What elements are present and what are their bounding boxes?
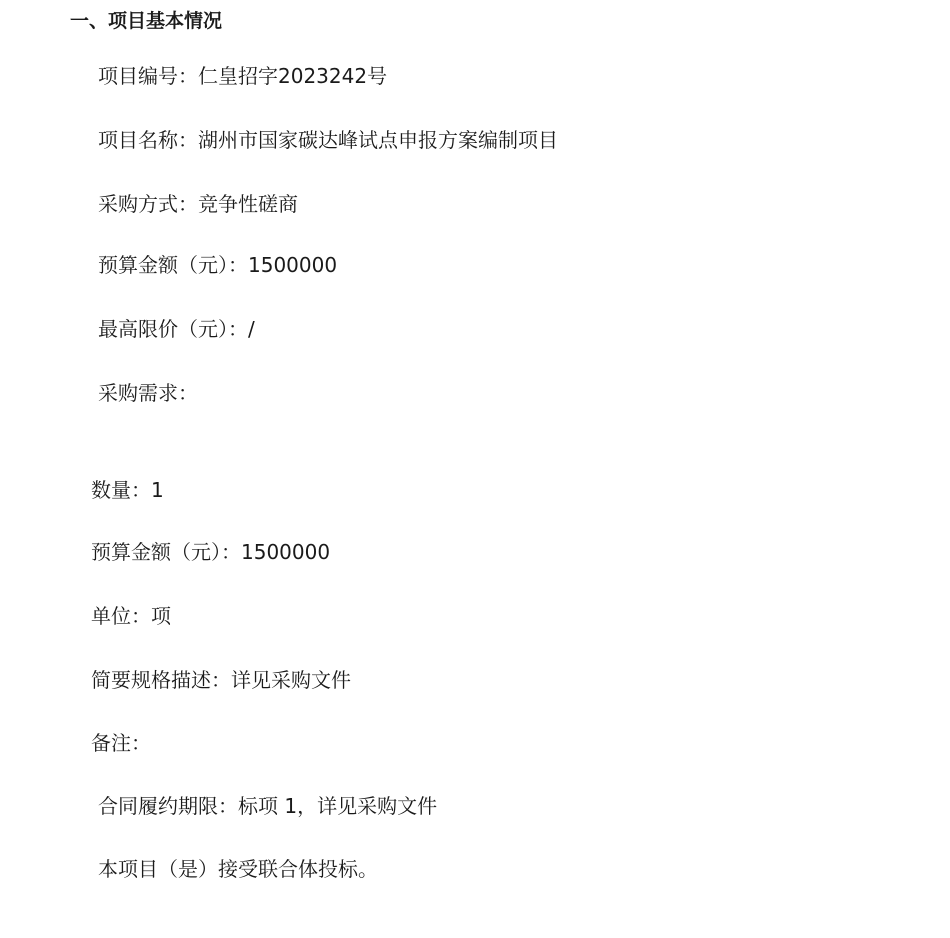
requirement-remarks: 备注：	[91, 731, 151, 755]
requirements-label: 采购需求：	[98, 381, 198, 405]
max-price: 最高限价（元）：/	[98, 317, 255, 341]
contract-period: 合同履约期限：标项 1，详见采购文件	[98, 794, 438, 818]
project-name: 项目名称：湖州市国家碳达峰试点申报方案编制项目	[98, 128, 558, 152]
requirement-spec: 简要规格描述：详见采购文件	[91, 668, 351, 692]
procurement-method: 采购方式：竞争性磋商	[98, 192, 298, 216]
section-heading: 一、项目基本情况	[70, 10, 223, 32]
budget-amount: 预算金额（元）：1500000	[98, 253, 338, 277]
consortium-statement: 本项目（是）接受联合体投标。	[98, 857, 378, 881]
project-number: 项目编号：仁皇招字2023242号	[98, 64, 388, 88]
requirement-budget: 预算金额（元）：1500000	[91, 540, 331, 564]
requirement-quantity: 数量：1	[91, 478, 164, 502]
requirement-unit: 单位：项	[91, 604, 171, 628]
